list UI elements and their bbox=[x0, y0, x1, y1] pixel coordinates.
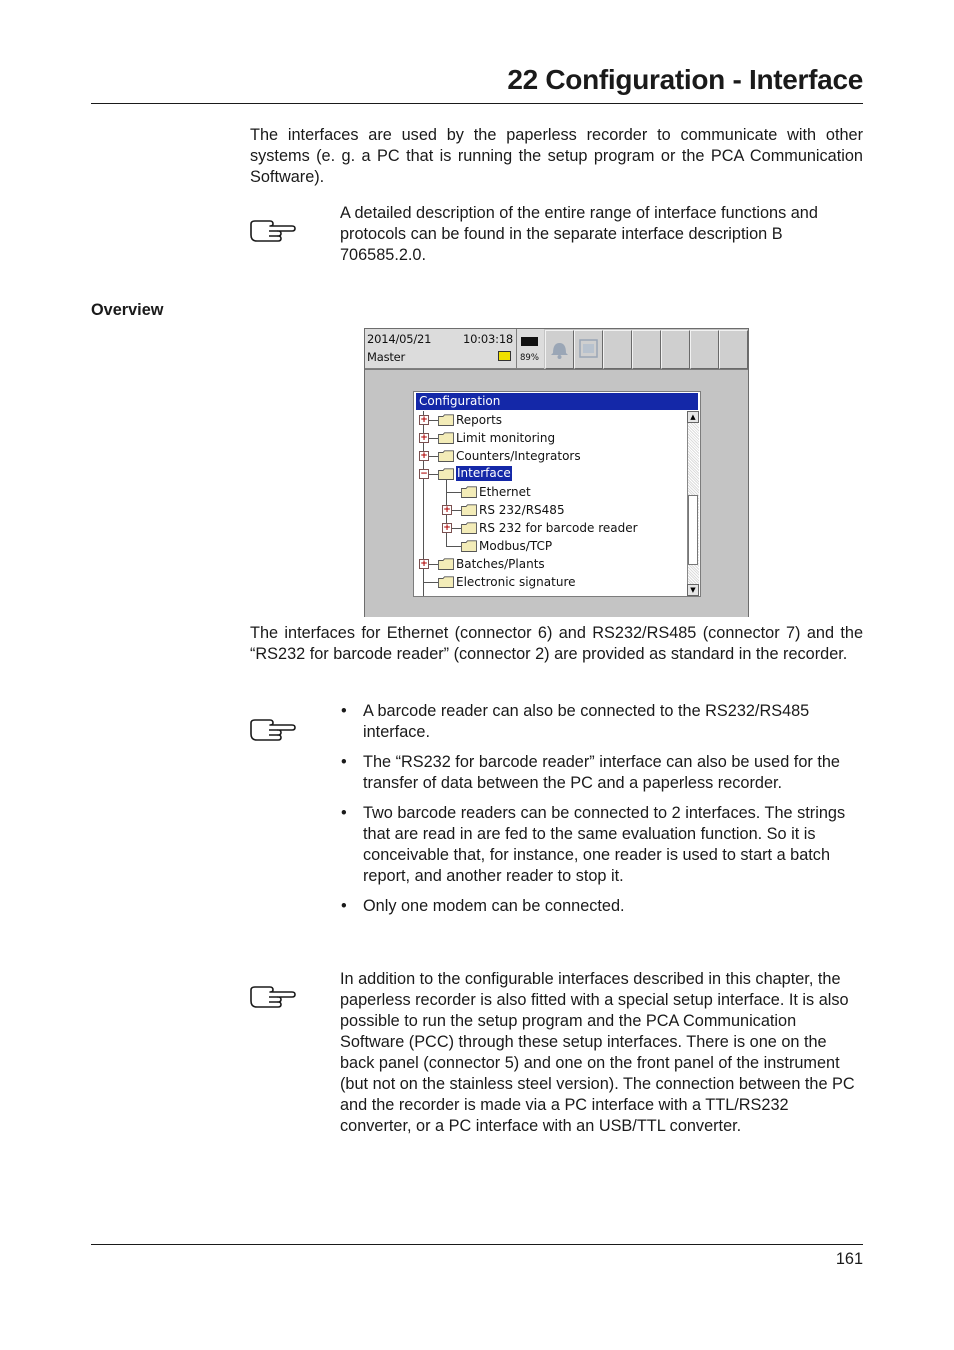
folder-icon bbox=[438, 450, 454, 462]
folder-icon bbox=[438, 558, 454, 570]
header-rule bbox=[91, 103, 863, 104]
tree-item[interactable] bbox=[414, 519, 686, 537]
tree-item[interactable] bbox=[414, 555, 686, 573]
tree-item-label: Modbus/TCP bbox=[479, 539, 553, 553]
intro-paragraph: The interfaces are used by the paperless recorder to communicate with other systems (e. g. a PC that is running the setup program or the PCA Communication Software). bbox=[250, 126, 863, 186]
tree-connector bbox=[423, 582, 438, 583]
tree-item[interactable] bbox=[414, 465, 686, 483]
configuration-tree[interactable] bbox=[413, 391, 701, 597]
battery-level: 89% bbox=[520, 353, 539, 363]
tree-item-label: RS 232/RS485 bbox=[479, 503, 565, 517]
status-date: 2014/05/21 bbox=[367, 332, 432, 346]
tree-item-label: Electronic signature bbox=[456, 575, 576, 589]
tree-item-label: Reports bbox=[456, 413, 503, 427]
tree-item[interactable] bbox=[414, 447, 686, 465]
memory-button[interactable] bbox=[574, 330, 603, 369]
folder-icon bbox=[438, 576, 454, 588]
pointing-hand-icon bbox=[248, 984, 298, 1010]
folder-icon bbox=[461, 486, 477, 498]
tree-rows bbox=[414, 411, 686, 596]
scrollbar-thumb[interactable] bbox=[688, 495, 698, 565]
battery-icon bbox=[521, 337, 538, 346]
standard-interfaces-paragraph: The interfaces for Ethernet (connector 6) and RS232/RS485 (connector 7) and the “RS232 for barcode reader” (connector 2) are provided as standard in the recorder. bbox=[250, 624, 863, 663]
tree-connector bbox=[446, 546, 461, 547]
tree-item[interactable] bbox=[414, 537, 686, 555]
toolbar-button-5[interactable] bbox=[661, 330, 690, 369]
toolbar-button-4[interactable] bbox=[632, 330, 661, 369]
note-setup-interface: In addition to the configurable interfaces described in this chapter, the paperless recorder is also fitted with a special setup interface. It is also possible to run the setup program and the PCA Communication Software (PCC) through these setup interfaces. There is one on the back panel (connector 5) and one on the front panel of the instrument (but not on the stainless steel version). The connection between the PC and the recorder is made via a PC interface with a TTL/RS232 converter, or a PC interface with an USB/TTL converter. bbox=[340, 970, 855, 1135]
list-item: • A barcode reader can also be connected to the RS232/RS485 interface. bbox=[340, 701, 863, 743]
expand-icon[interactable]: + bbox=[420, 433, 428, 443]
bell-icon bbox=[546, 331, 573, 368]
lock-icon bbox=[495, 348, 509, 360]
overview-heading: Overview bbox=[91, 301, 164, 319]
battery-area bbox=[517, 329, 544, 369]
collapse-icon[interactable]: − bbox=[420, 469, 428, 479]
note-interface-description: A detailed description of the entire range of interface functions and protocols can be found in the separate interface description B 706585.2.0. bbox=[340, 204, 818, 264]
status-time: 10:03:18 bbox=[463, 332, 514, 346]
tree-item[interactable] bbox=[414, 429, 686, 447]
expand-icon[interactable]: + bbox=[443, 505, 451, 515]
expand-icon[interactable]: + bbox=[420, 415, 428, 425]
alarm-button[interactable] bbox=[545, 330, 574, 369]
screen-body bbox=[365, 369, 748, 617]
tree-item-label: Interface bbox=[457, 466, 511, 480]
toolbar-button-3[interactable] bbox=[603, 330, 632, 369]
chapter-title: 22 Configuration - Interface bbox=[507, 64, 863, 95]
folder-icon bbox=[438, 414, 454, 426]
list-item: • The “RS232 for barcode reader” interface can also be used for the transfer of data between the PC and a paperless recorder. bbox=[340, 752, 863, 794]
toolbar-button-6[interactable] bbox=[690, 330, 719, 369]
folder-icon bbox=[461, 522, 477, 534]
toolbar-button-7[interactable] bbox=[719, 330, 748, 369]
expand-icon[interactable]: + bbox=[443, 523, 451, 533]
tree-item[interactable] bbox=[414, 501, 686, 519]
tree-item-label: RS 232 for barcode reader bbox=[479, 521, 638, 535]
expand-icon[interactable]: + bbox=[420, 451, 428, 461]
pointing-hand-icon bbox=[248, 717, 298, 743]
folder-icon bbox=[461, 540, 477, 552]
tree-item-label: Ethernet bbox=[479, 485, 531, 499]
expand-icon[interactable]: + bbox=[420, 559, 428, 569]
list-item: • Only one modem can be connected. bbox=[340, 896, 863, 917]
tree-header: Configuration bbox=[416, 393, 698, 410]
tree-item-label: Limit monitoring bbox=[456, 431, 556, 445]
status-user: Master bbox=[367, 350, 406, 364]
folder-icon bbox=[461, 504, 477, 516]
scroll-up-button[interactable]: ▲ bbox=[687, 411, 699, 423]
scroll-down-button[interactable]: ▼ bbox=[687, 584, 699, 596]
memory-icon bbox=[575, 331, 602, 368]
page-number: 161 bbox=[835, 1250, 863, 1268]
tree-item[interactable] bbox=[414, 483, 686, 501]
footer-rule bbox=[91, 1244, 863, 1245]
folder-icon bbox=[438, 432, 454, 444]
folder-icon bbox=[438, 468, 454, 480]
tree-item-label: Counters/Integrators bbox=[456, 449, 581, 463]
tree-connector bbox=[446, 492, 461, 493]
barcode-notes-list bbox=[340, 701, 863, 926]
list-item: • Two barcode readers can be connected to 2 interfaces. The strings that are read in are fed to the same evaluation function. So it is conceivable that, for instance, one reader is used to start a batch report, and another reader to stop it. bbox=[340, 803, 863, 887]
pointing-hand-icon bbox=[248, 218, 298, 244]
tree-item[interactable] bbox=[414, 411, 686, 429]
recorder-screen bbox=[364, 328, 749, 617]
tree-item-label: Batches/Plants bbox=[456, 557, 545, 571]
tree-item[interactable] bbox=[414, 573, 686, 591]
